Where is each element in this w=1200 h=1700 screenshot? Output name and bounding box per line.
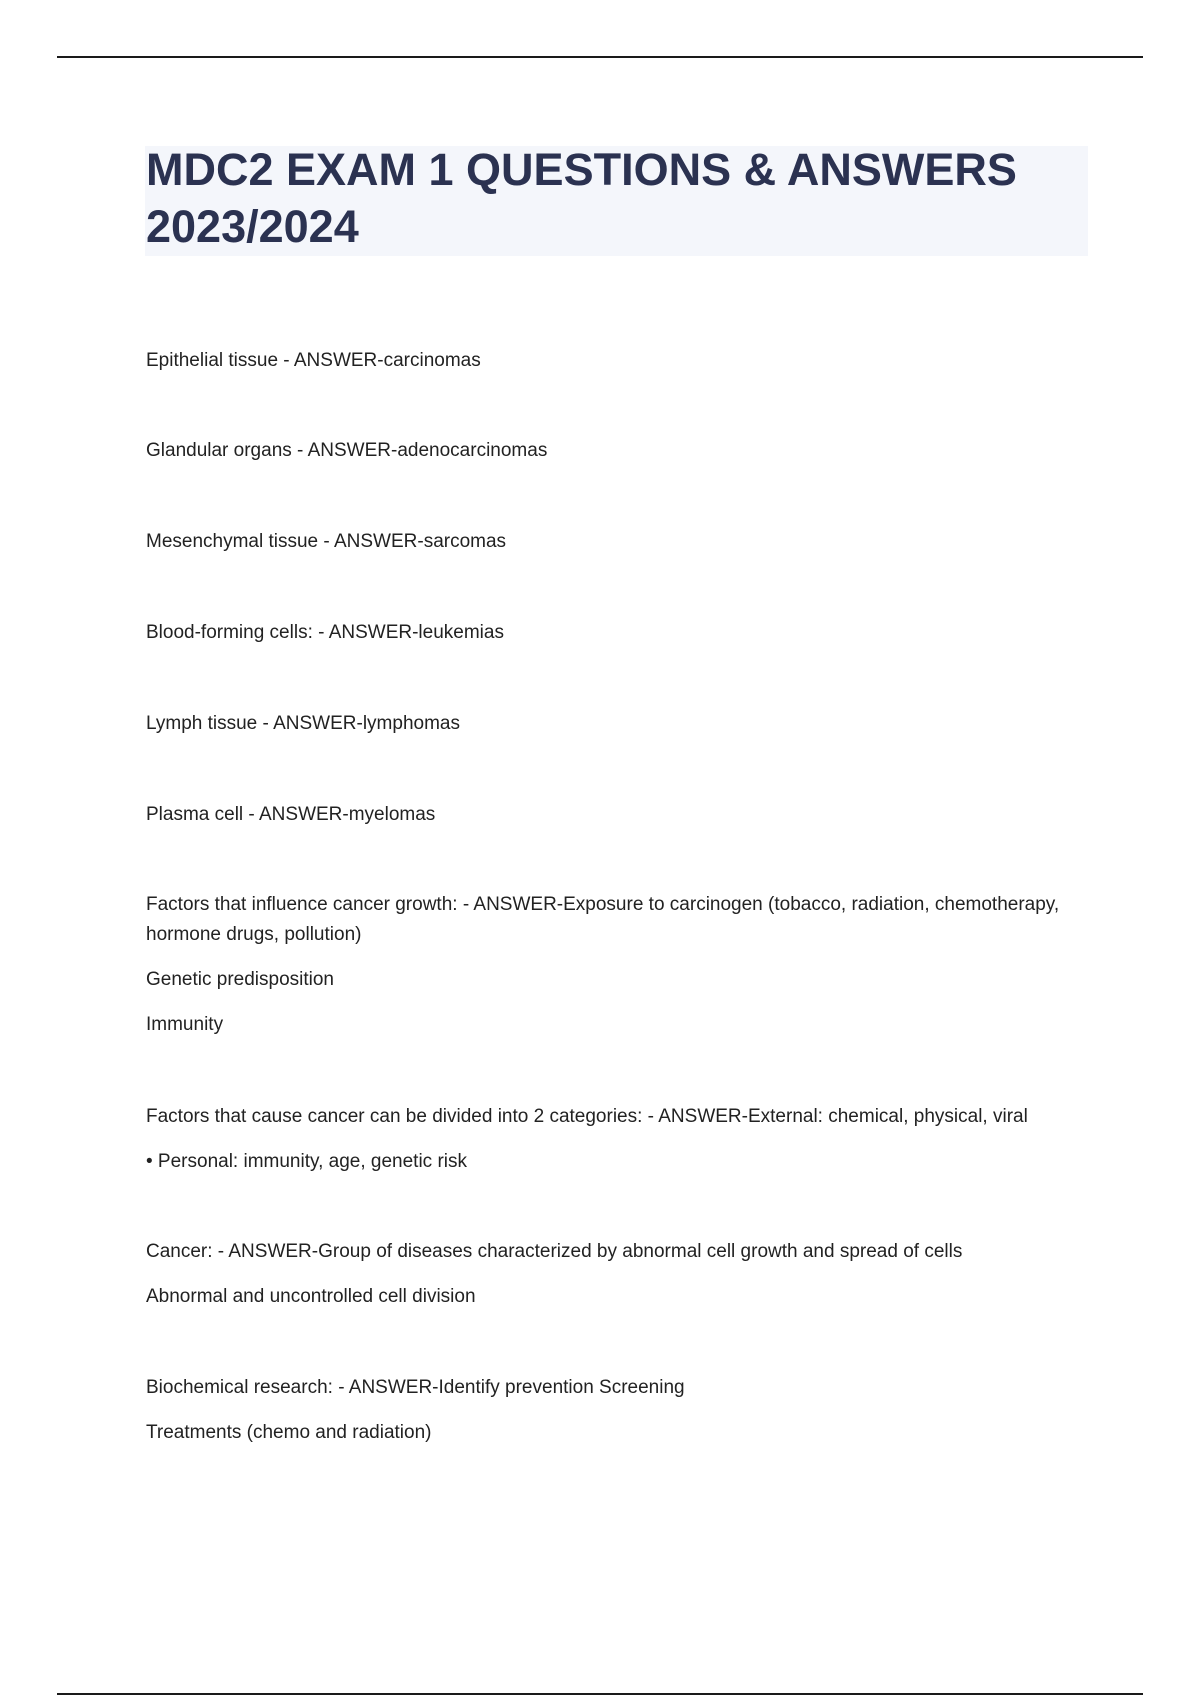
answer-prefix: ANSWER-	[259, 804, 349, 825]
qa-line	[146, 618, 1086, 648]
answer-extra-line: Genetic predisposition	[146, 969, 334, 990]
question-text: Factors that cause cancer can be divided into 2 categories:	[146, 1106, 643, 1127]
qa-line	[146, 1237, 1086, 1267]
qa-item	[146, 1102, 1086, 1177]
answer-prefix: ANSWER-	[228, 1241, 319, 1262]
answer-text: Exposure to carcinogen (tobacco, radiation, chemotherapy, hormone drugs, pollution)	[146, 894, 1060, 945]
answer-text: External: chemical, physical, viral	[747, 1106, 1028, 1127]
qa-item	[146, 890, 1086, 1040]
answer-prefix: ANSWER-	[348, 1377, 439, 1398]
answer-prefix: ANSWER-	[328, 622, 419, 643]
qa-line	[146, 890, 1086, 950]
answer-text: myelomas	[348, 804, 436, 825]
question-text: Lymph tissue	[146, 713, 258, 734]
answer-prefix: ANSWER-	[658, 1106, 748, 1127]
qa-item	[146, 709, 1086, 739]
separator: -	[312, 622, 329, 643]
answer-text: leukemias	[418, 622, 504, 643]
answer-prefix: ANSWER-	[307, 440, 398, 461]
question-text: Plasma cell	[146, 804, 244, 825]
answer-prefix: ANSWER-	[333, 531, 424, 552]
question-text: Mesenchymal tissue	[146, 531, 319, 552]
separator: -	[243, 804, 259, 825]
separator: -	[257, 713, 274, 734]
separator: -	[318, 531, 334, 552]
answer-text: Identify prevention Screening	[438, 1377, 685, 1398]
question-text: Biochemical research:	[146, 1377, 333, 1398]
answer-prefix: ANSWER-	[273, 713, 363, 734]
answer-extra-line: Immunity	[146, 1014, 224, 1035]
answer-text: lymphomas	[362, 713, 460, 734]
separator: -	[278, 350, 294, 371]
qa-item	[146, 527, 1086, 557]
page-title: MDC2 EXAM 1 QUESTIONS & ANSWERS 2023/2024	[146, 144, 1017, 252]
answer-text: sarcomas	[423, 531, 507, 552]
qa-line	[146, 436, 1086, 466]
qa-item	[146, 618, 1086, 648]
answer-text: adenocarcinomas	[397, 440, 548, 461]
answer-extra-line: Treatments (chemo and radiation)	[146, 1422, 432, 1443]
qa-item	[146, 1373, 1086, 1448]
qa-line	[146, 346, 1086, 376]
top-rule	[57, 56, 1143, 58]
qa-item	[146, 436, 1086, 466]
question-text: Epithelial tissue	[146, 350, 279, 371]
separator: -	[457, 894, 474, 915]
answer-extra-line: Abnormal and uncontrolled cell division	[146, 1286, 476, 1307]
answer-prefix: ANSWER-	[293, 350, 384, 371]
qa-line	[146, 1373, 1086, 1403]
qa-line	[146, 709, 1086, 739]
qa-item	[146, 1237, 1086, 1312]
separator: -	[332, 1377, 349, 1398]
question-text: Factors that influence cancer growth:	[146, 894, 458, 915]
qa-line	[146, 800, 1086, 830]
answer-extra-line: • Personal: immunity, age, genetic risk	[146, 1151, 467, 1172]
question-text: Blood-forming cells:	[146, 622, 313, 643]
qa-item	[146, 346, 1086, 376]
qa-item	[146, 800, 1086, 830]
separator: -	[291, 440, 308, 461]
qa-line	[146, 1102, 1086, 1132]
qa-line	[146, 527, 1086, 557]
separator: -	[212, 1241, 229, 1262]
answer-text: carcinomas	[383, 350, 481, 371]
answer-prefix: ANSWER-	[473, 894, 564, 915]
question-text: Cancer:	[146, 1241, 213, 1262]
answer-text: Group of diseases characterized by abnormal cell growth and spread of cells	[318, 1241, 963, 1262]
question-text: Glandular organs	[146, 440, 292, 461]
separator: -	[642, 1106, 659, 1127]
bottom-rule	[57, 1693, 1143, 1695]
